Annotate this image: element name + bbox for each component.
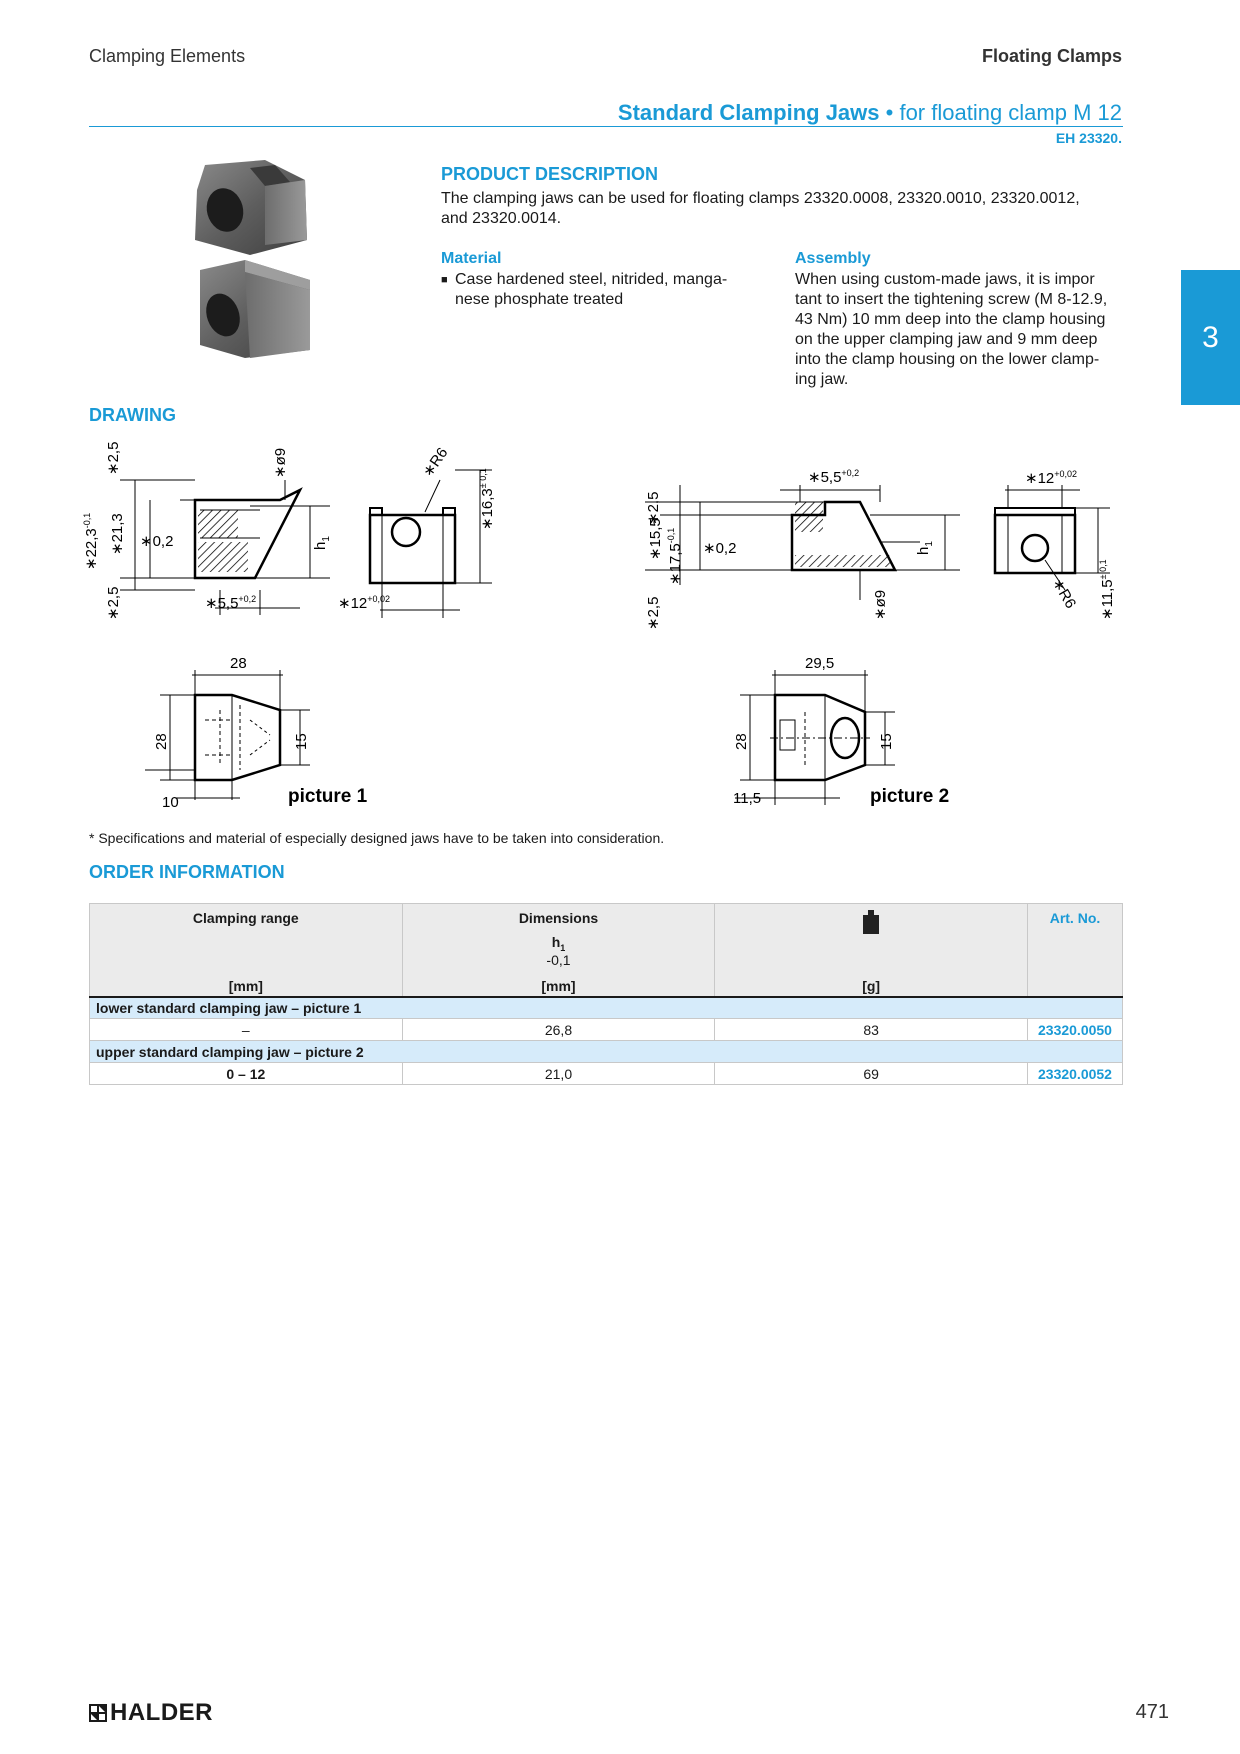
chapter-tab[interactable]: 3: [1181, 270, 1240, 405]
dim-22-3: $∗22,3^{-0,1}$: [82, 512, 100, 570]
cell-h1: 26,8: [402, 1019, 715, 1041]
col-dimensions: Dimensions $h_1$ -0,1 [mm]: [402, 904, 715, 997]
product-photo: [195, 160, 315, 360]
bullet-square-icon: ■: [441, 274, 448, 286]
picture-2-label: picture 2: [870, 786, 950, 807]
title-separator: •: [879, 100, 900, 125]
logo-text: HALDER: [110, 1699, 213, 1726]
dim-17-5: $∗17,5^{-0,1}$: [666, 527, 684, 585]
cell-art-no[interactable]: 23320.0052: [1027, 1063, 1122, 1085]
dim-12-right: $∗12^{+0,02}$: [1025, 469, 1078, 487]
dim-h1-right: $h_1$: [915, 541, 935, 555]
dim-0-2-right: ∗0,2: [703, 540, 737, 557]
dim-16-3: $∗16,3^{\pm 0,1}$: [478, 468, 496, 530]
table-group-row: upper standard clamping jaw – picture 2: [90, 1041, 1123, 1063]
order-information-heading: ORDER INFORMATION: [89, 862, 285, 882]
assembly-heading: Assembly: [795, 250, 871, 267]
material-line: Case hardened steel, nitrided, manga-: [455, 271, 728, 288]
dim-h1: $h_1$: [312, 536, 332, 550]
dim-dia-9-right: ∗ø9: [872, 589, 889, 620]
cell-range: –: [90, 1019, 403, 1041]
assembly-line: ing jaw.: [795, 371, 849, 388]
pic2-inner: 15: [878, 733, 895, 750]
assembly-text: [795, 270, 1125, 390]
table-group-row: lower standard clamping jaw – picture 1: [90, 997, 1123, 1019]
material-heading: Material: [441, 250, 502, 267]
page-number: 471: [1135, 1701, 1169, 1723]
assembly-line: into the clamp housing on the lower clamp-: [795, 351, 1100, 368]
cell-weight: 69: [715, 1063, 1028, 1085]
dim-12-left: $∗12^{+0,02}$: [338, 594, 391, 612]
dim-21-3: ∗21,3: [109, 513, 126, 555]
footnote: * Specifications and material of especially designed jaws have to be taken into consideration.: [89, 830, 665, 846]
halder-logo-icon: [89, 1704, 107, 1722]
assembly-line: When using custom-made jaws, it is impor: [795, 271, 1095, 288]
title-sub: for floating clamp M 12: [899, 100, 1122, 125]
material-line: nese phosphate treated: [455, 291, 624, 308]
header-section: Floating Clamps: [981, 46, 1122, 66]
col-weight: [g]: [715, 904, 1028, 997]
title-main: Standard Clamping Jaws: [617, 100, 880, 125]
product-description-heading: PRODUCT DESCRIPTION: [441, 164, 659, 184]
product-code: EH 23320.: [1055, 130, 1122, 146]
dim-15-5: ∗15,5: [647, 518, 664, 560]
dim-11-5: $∗11,5^{\pm 0,1}$: [1098, 559, 1116, 620]
upper-jaw-photo: [195, 160, 307, 255]
assembly-line: on the upper clamping jaw and 9 mm deep: [795, 331, 1098, 348]
dim-0-2: ∗0,2: [140, 533, 174, 550]
upper-jaw-front-view: [995, 485, 1110, 590]
pic1-inner: 15: [293, 733, 310, 750]
pic1-height: 28: [153, 733, 170, 750]
technical-drawing: [80, 430, 1130, 830]
header-category: Clamping Elements: [89, 46, 246, 66]
cell-weight: 83: [715, 1019, 1028, 1041]
col-art-no: Art. No.: [1027, 904, 1122, 997]
assembly-line: 43 Nm) 10 mm deep into the clamp housing: [795, 311, 1106, 328]
description-line: and 23320.0014.: [441, 210, 562, 227]
pic2-offset: 11,5: [733, 790, 762, 807]
pic1-width: 28: [230, 655, 247, 672]
dim-2-5-bottom-right: ∗2,5: [645, 596, 662, 630]
page-title: [618, 100, 1122, 126]
dim-5-5-right: $∗5,5^{+0,2}$: [808, 468, 860, 486]
product-description-text: [441, 189, 1121, 229]
halder-logo: [89, 1699, 213, 1727]
lower-jaw-photo: [200, 260, 310, 358]
picture-1-label: picture 1: [288, 786, 368, 807]
order-table: [89, 903, 1123, 1085]
weight-icon: [862, 910, 880, 934]
material-text: [441, 270, 761, 310]
picture-2-top-view: [735, 670, 895, 805]
dim-r6-right: ∗R6: [1048, 575, 1080, 612]
pic2-width: 29,5: [805, 655, 835, 672]
description-line: The clamping jaws can be used for floating clamps 23320.0008, 23320.0010, 23320.0012,: [441, 190, 1080, 207]
cell-h1: 21,0: [402, 1063, 715, 1085]
dim-2-5-top: ∗2,5: [105, 441, 122, 475]
col-clamping-range: Clamping range [mm]: [90, 904, 403, 997]
cell-art-no[interactable]: 23320.0050: [1027, 1019, 1122, 1041]
table-row[interactable]: [90, 1063, 1123, 1085]
pic2-height: 28: [733, 733, 750, 750]
dim-dia-9: ∗ø9: [272, 447, 289, 478]
dim-5-5: $∗5,5^{+0,2}$: [205, 594, 257, 612]
upper-jaw-side-view: [645, 485, 960, 600]
dim-2-5-bottom: ∗2,5: [105, 586, 122, 620]
assembly-line: tant to insert the tightening screw (M 8-12.9,: [795, 291, 1108, 308]
cell-range: 0 – 12: [90, 1063, 403, 1085]
title-divider: [89, 126, 1123, 127]
table-row[interactable]: [90, 1019, 1123, 1041]
pic1-offset: 10: [162, 794, 179, 811]
dim-2-5-top-right: ∗2,5: [645, 491, 662, 525]
drawing-heading: DRAWING: [89, 405, 176, 425]
dim-r6-left: ∗R6: [419, 444, 452, 481]
